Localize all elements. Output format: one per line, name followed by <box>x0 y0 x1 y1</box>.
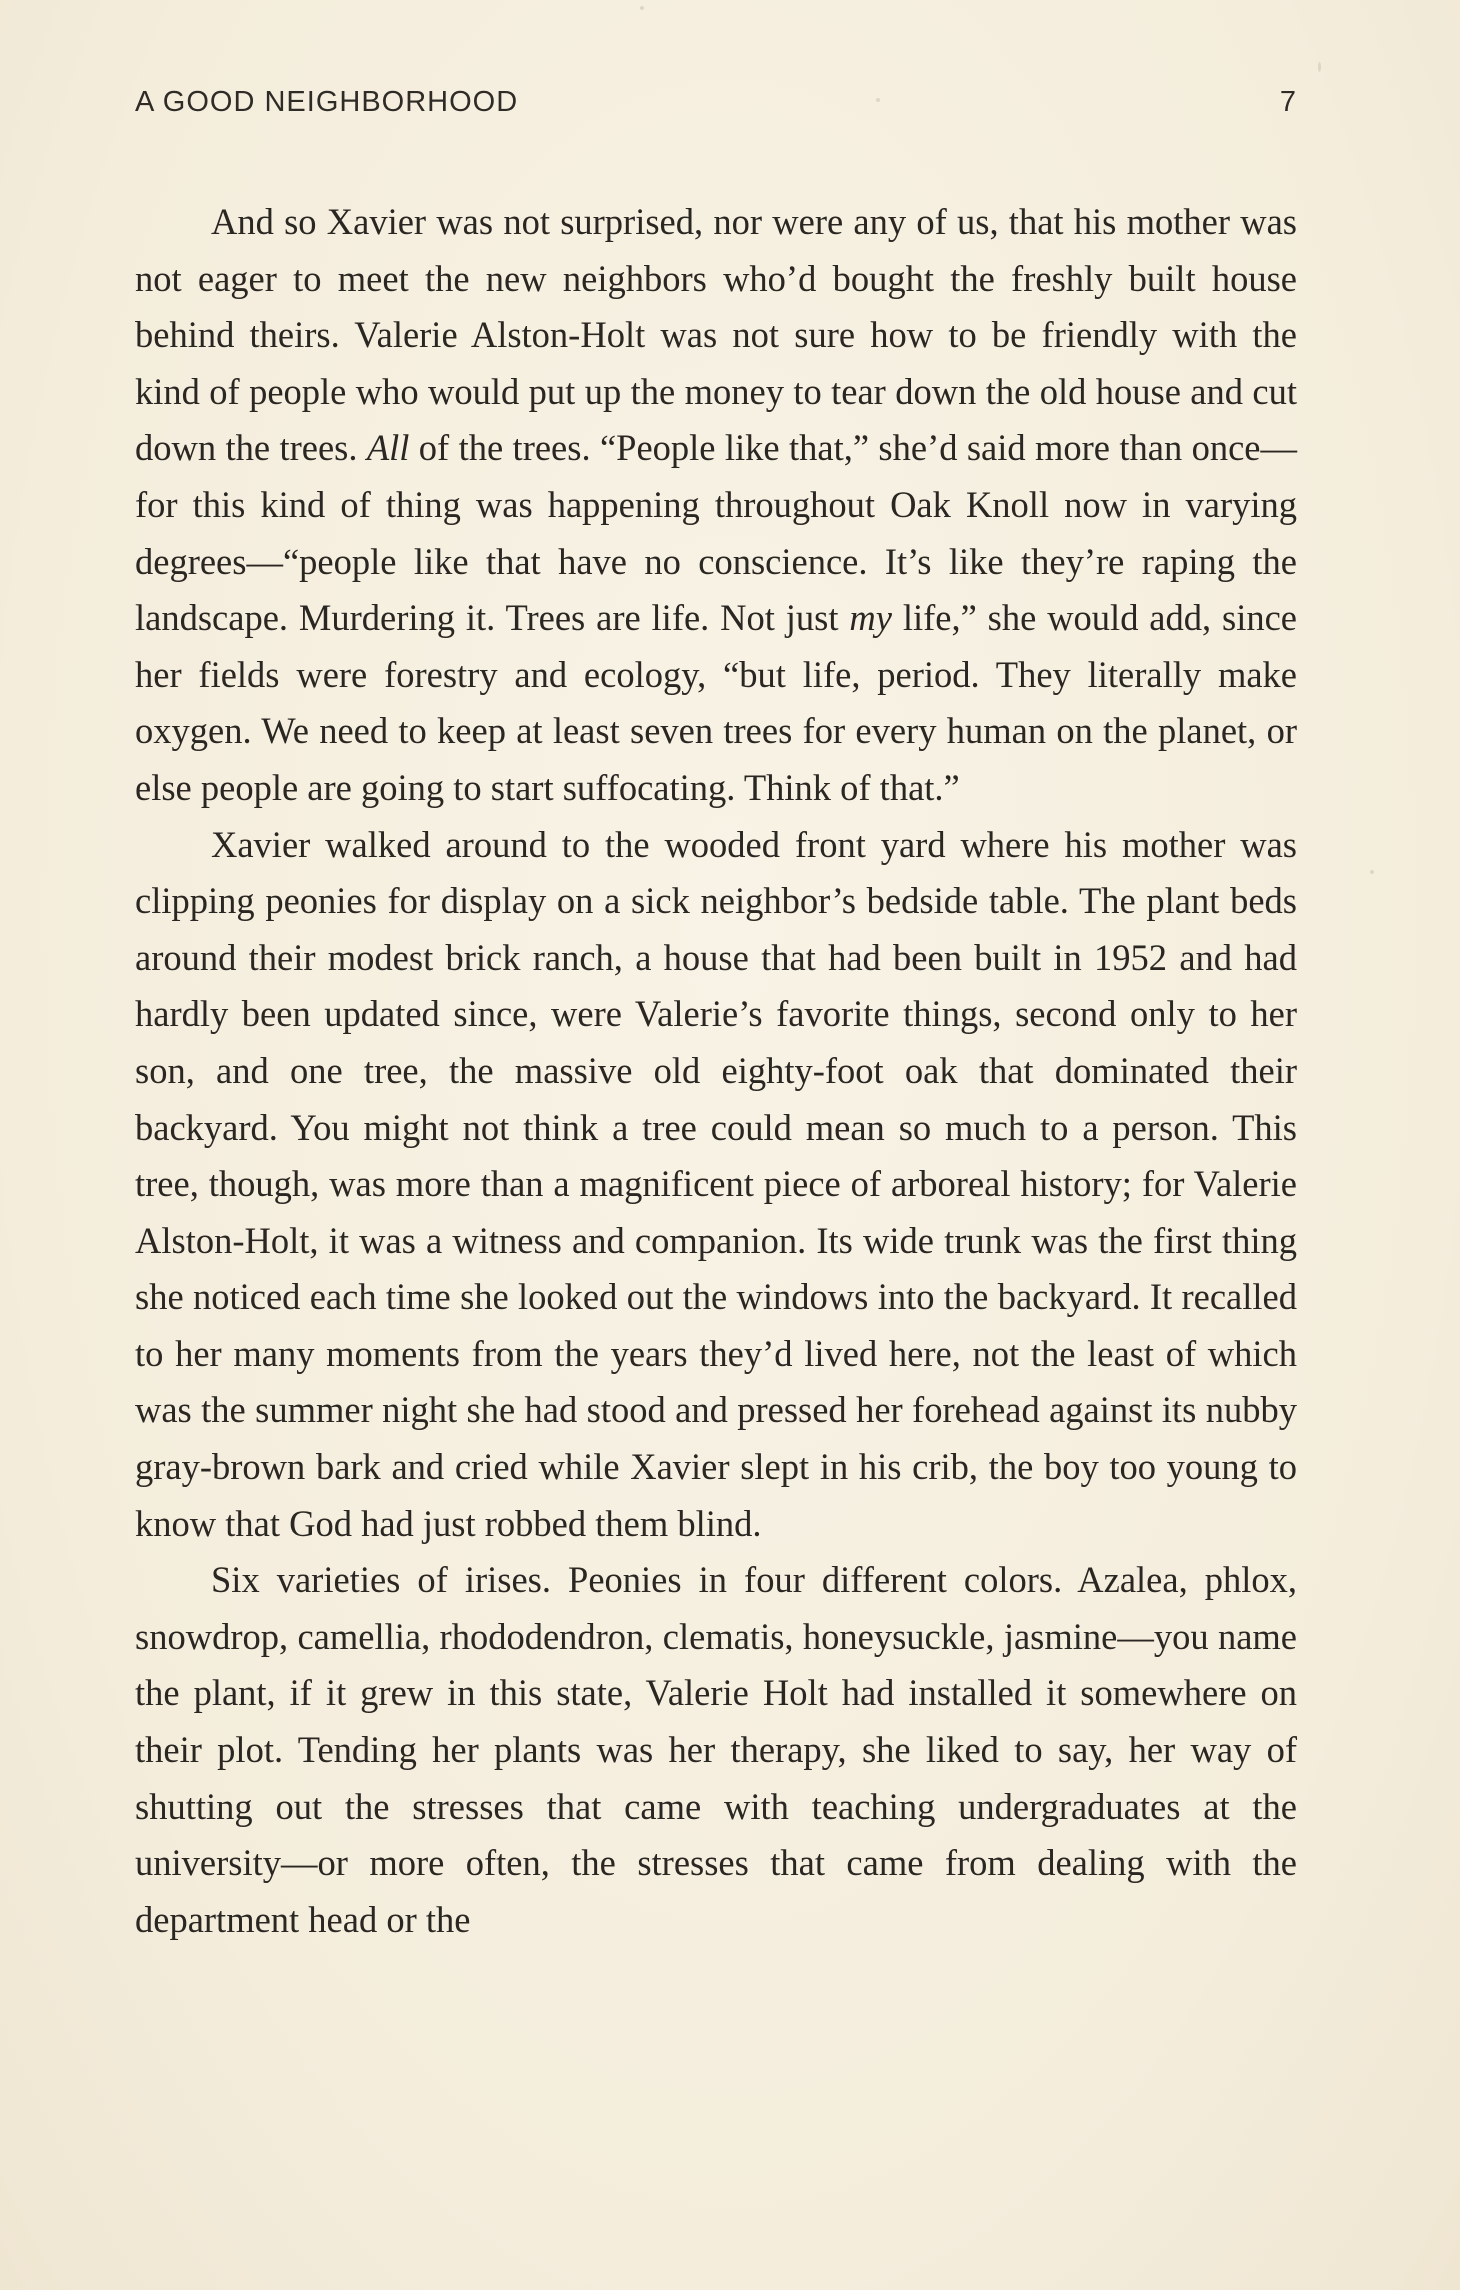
paragraph <box>135 194 1297 817</box>
paper-speck <box>1370 870 1374 874</box>
emphasis-text: All <box>366 427 410 469</box>
paper-speck <box>1318 62 1321 72</box>
paragraph-text: And so Xavier was not surprised, nor were any of us, that his mother was not eager to meet the new neighbors who’d bought the freshly built house behind theirs. Valerie Alston-Holt was not sure how to be friendly with the kind of people who would put up the money to tear down the old house and cut down the trees. <box>135 201 1297 469</box>
paragraph: Six varieties of irises. Peonies in four different colors. Azalea, phlox, snowdrop, camellia, rhododendron, clematis, honeysuckle, jasmine—you name the plant, if it grew in this state, Valerie Holt had installed it somewhere on their plot. Tending her plants was her therapy, she liked to say, her way of shutting out the stresses that came with teaching undergraduates at the university—or more often, the stresses that came from dealing with the department head or the <box>135 1559 1297 1940</box>
paragraph: Xavier walked around to the wooded front yard where his mother was clipping peonies for display on a sick neighbor’s bedside table. The plant beds around their modest brick ranch, a house that had been built in 1952 and had hardly been updated since, were Valerie’s favorite things, second only to her son, and one tree, the massive old eighty-foot oak that dominated their backyard. You might not think a tree could mean so much to a person. This tree, though, was more than a magnificent piece of arboreal history; for Valerie Alston-Holt, it was a witness and companion. Its wide trunk was the first thing she noticed each time she looked out the windows into the backyard. It recalled to her many moments from the years they’d lived here, not the least of which was the summer night she had stood and pressed her forehead against its nubby gray-brown bark and cried while Xavier slept in his crib, the boy too young to know that God had just robbed them blind. <box>135 823 1297 1544</box>
paragraph-text: life,” she would add, since her fields were forestry and ecology, “but life, period. They literally make oxygen. We need to keep at least seven trees for every human on the planet, or else people are going to start suffocating. Think of that.” <box>135 597 1297 808</box>
paper-speck <box>640 6 644 10</box>
emphasis-text: my <box>849 597 892 639</box>
body-text <box>135 194 1297 1948</box>
running-head <box>135 86 1297 126</box>
running-title: A GOOD NEIGHBORHOOD <box>135 86 519 118</box>
page-number: 7 <box>1279 86 1297 118</box>
paragraph-text: of the trees. “People like that,” she’d said more than once—for this kind of thing was happening throughout Oak Knoll now in varying degrees—“people like that have no conscience. It’s like they’re raping the landscape. Murdering it. Trees are life. Not just <box>135 427 1297 639</box>
